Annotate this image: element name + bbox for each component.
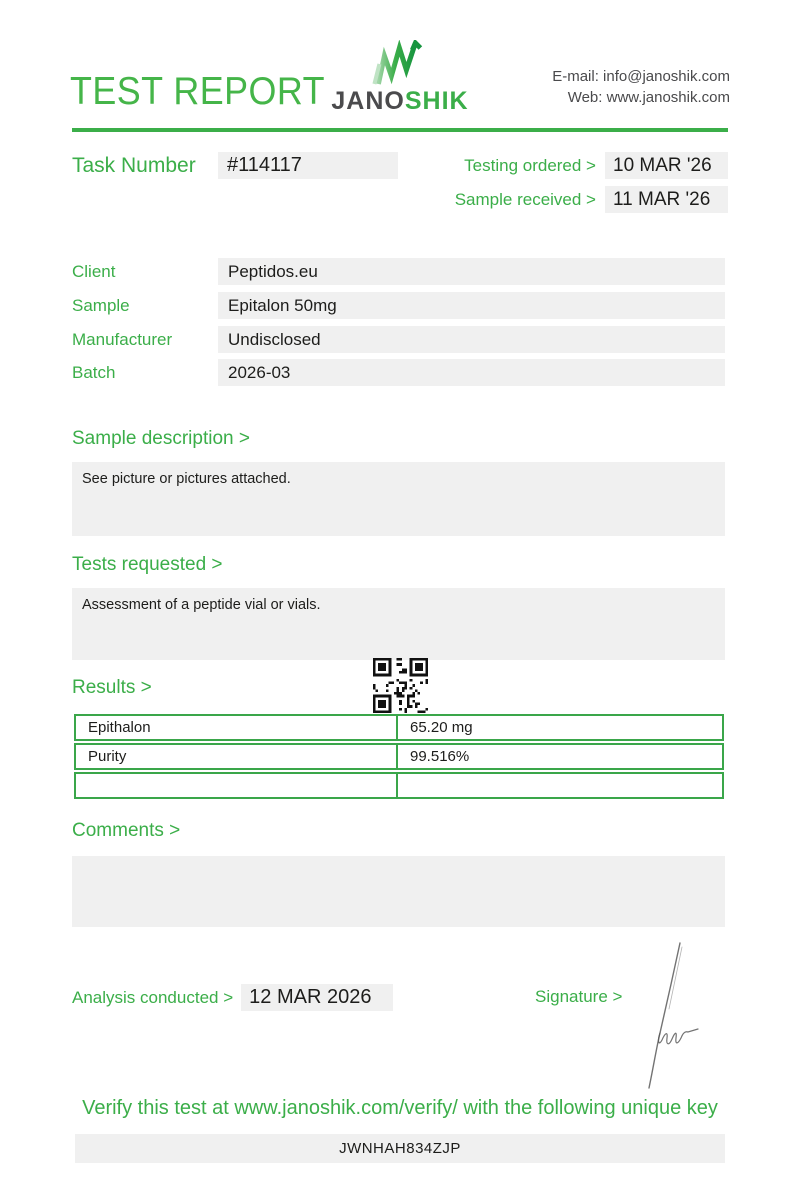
sample-received-value: 11 MAR '26 [605, 186, 728, 213]
verify-instruction: Verify this test at www.janoshik.com/verify/ with the following unique key [82, 1097, 718, 1119]
signature-image [632, 935, 717, 1093]
unique-key-value: JWNHAH834ZJP [75, 1134, 725, 1163]
janoshik-logo [331, 40, 468, 116]
client-row [72, 258, 725, 285]
chart-growth-icon [368, 40, 432, 86]
manufacturer-label: Manufacturer [72, 329, 173, 349]
batch-value: 2026-03 [218, 359, 725, 386]
analysis-conducted-label: Analysis conducted > [72, 987, 234, 1007]
testing-ordered-label: Testing ordered > [464, 155, 596, 175]
logo-wordmark-dark: JANO [331, 87, 405, 115]
result-name: Epithalon [76, 716, 398, 739]
analysis-conducted-row [72, 984, 393, 1011]
results-table [74, 714, 724, 801]
page-title: TEST REPORT [70, 70, 325, 113]
task-number-value: #114117 [218, 152, 398, 179]
task-number-label: Task Number [72, 153, 196, 177]
comments-heading: Comments > [72, 820, 181, 841]
result-value: 99.516% [410, 748, 470, 765]
sample-received-row [455, 186, 728, 213]
sample-description-box: See picture or pictures attached. [72, 462, 725, 536]
sample-value: Epitalon 50mg [218, 292, 725, 319]
signature-label: Signature > [535, 987, 623, 1006]
qr-code [373, 658, 428, 713]
table-row [74, 714, 724, 741]
testing-ordered-value: 10 MAR '26 [605, 152, 728, 179]
result-value: 65.20 mg [410, 719, 473, 736]
tests-requested-heading: Tests requested > [72, 554, 223, 575]
client-value: Peptidos.eu [218, 258, 725, 285]
sample-received-label: Sample received > [454, 189, 596, 209]
table-row [74, 743, 724, 770]
comments-box [72, 856, 725, 927]
client-label: Client [72, 261, 116, 281]
tests-requested-box: Assessment of a peptide vial or vials. [72, 588, 725, 660]
logo-wordmark [331, 87, 468, 116]
analysis-date-value: 12 MAR 2026 [241, 984, 393, 1011]
sample-label: Sample [72, 295, 130, 315]
contact-web: Web: www.janoshik.com [567, 89, 730, 107]
task-number-row [72, 152, 398, 179]
contact-info [552, 66, 730, 109]
manufacturer-value: Undisclosed [218, 326, 725, 353]
testing-ordered-row [464, 152, 728, 179]
sample-row [72, 292, 725, 319]
batch-label: Batch [72, 362, 116, 382]
contact-email: E-mail: info@janoshik.com [552, 68, 730, 85]
sample-description-heading: Sample description > [72, 428, 250, 449]
result-value [398, 774, 722, 797]
header-divider [72, 128, 728, 132]
table-row [74, 772, 724, 799]
batch-row [72, 359, 725, 386]
logo-wordmark-green: SHIK [404, 87, 469, 115]
manufacturer-row [72, 326, 725, 353]
results-heading: Results > [72, 677, 152, 698]
result-name: Purity [76, 745, 398, 768]
result-name [76, 774, 398, 797]
